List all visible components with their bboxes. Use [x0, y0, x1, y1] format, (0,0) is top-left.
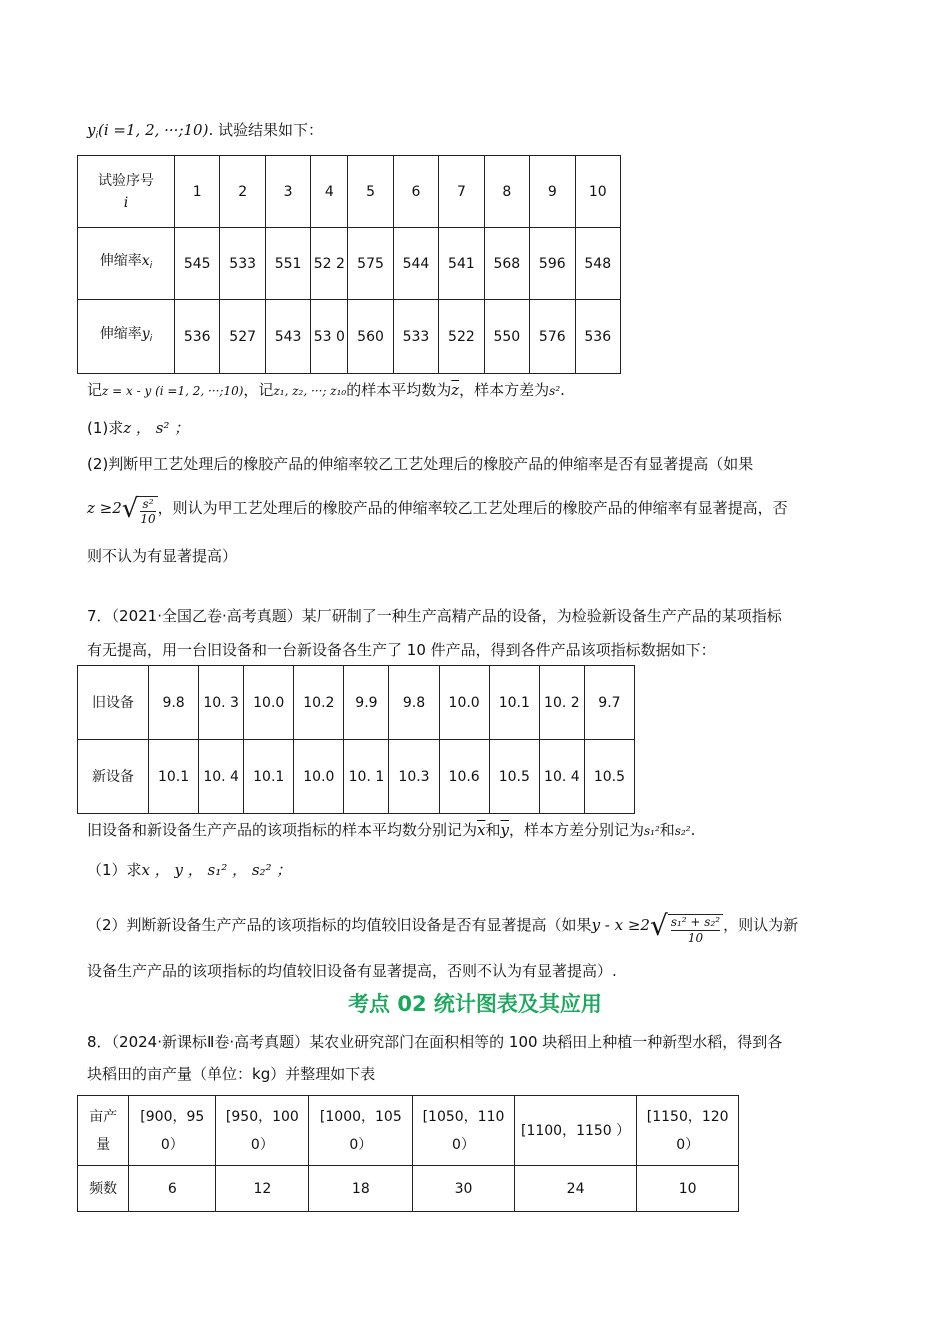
table-cell: 576: [530, 300, 575, 374]
row-label-cell: 旧设备: [78, 666, 149, 740]
table-cell: 10. 4: [199, 740, 244, 814]
p7-line2: 有无提高，用一台旧设备和一台新设备各生产了 10 件产品，得到各件产品该项指标数据如下：: [87, 641, 716, 659]
table-cell: 10. 4: [539, 740, 584, 814]
table-cell: 1: [175, 156, 220, 228]
table-cell: 550: [484, 300, 529, 374]
table-cell: 6: [393, 156, 438, 228]
table-cell: 5: [348, 156, 393, 228]
table-cell: 10.0: [294, 740, 344, 814]
section-title: 考点 02 统计图表及其应用: [348, 992, 602, 1016]
table-cell: 52 2: [311, 228, 348, 300]
p7-question-1: （1）求x ， y ， s₁² ， s₂² ；: [87, 861, 292, 879]
table-cell: 6: [129, 1166, 216, 1212]
table-cell: 9.9: [344, 666, 389, 740]
table-cell: 533: [393, 300, 438, 374]
table-cell: 568: [484, 228, 529, 300]
row-label-cell: 伸缩率$y_i$: [78, 300, 175, 374]
intro-text: . 试验结果如下：: [208, 121, 323, 139]
table-cell: 536: [575, 300, 621, 374]
table-row: [78, 1096, 739, 1166]
table-cell: 541: [439, 228, 484, 300]
table-cell: 10. 1: [344, 740, 389, 814]
table-cell: 522: [439, 300, 484, 374]
table-cell: 10.2: [294, 666, 344, 740]
table-cell: 30: [413, 1166, 515, 1212]
table-cell: 10: [575, 156, 621, 228]
table-cell: 2: [220, 156, 265, 228]
table-cell: [900，95 0）: [129, 1096, 216, 1166]
table-cell: 7: [439, 156, 484, 228]
intro-line: [87, 120, 323, 146]
table-row: [78, 156, 621, 228]
table-cell: [1100，1150 ）: [514, 1096, 637, 1166]
table-cell: 10: [637, 1166, 739, 1212]
p6-question-2-line1: (2)判断甲工艺处理后的橡胶产品的伸缩率较乙工艺处理后的橡胶产品的伸缩率是否有显著提高（如果: [87, 455, 754, 473]
table-cell: 53 0: [311, 300, 348, 374]
table-cell: 9.8: [389, 666, 439, 740]
table-row: [78, 666, 635, 740]
table-cell: 551: [265, 228, 310, 300]
p6-question-2-line2: z ≥2√ $\frac{\text{s²}}{10}$ ，则认为甲工艺处理后的橡胶产品的伸缩率较乙工艺处理后的橡胶产品的伸缩率有显著提高，否: [87, 494, 788, 526]
p7-question-2-line1: （2）判断新设备生产产品的该项指标的均值较旧设备是否有显著提高（如果y - x ≥2√ $\frac{\text{s₁² + s₂²}}{10}$ ，则认为新: [87, 909, 799, 945]
table-cell: [1150，120 0）: [637, 1096, 739, 1166]
table-cell: 18: [309, 1166, 413, 1212]
row-label-cell: 新设备: [78, 740, 149, 814]
table-cell: 10.1: [244, 740, 294, 814]
table-cell: 10.1: [489, 666, 539, 740]
table-cell: 10.0: [244, 666, 294, 740]
p7-after-table: 旧设备和新设备生产产品的该项指标的样本平均数分别记为$\overline{x}$和$\overline{y}$，样本方差分别记为s₁²和s₂².: [87, 821, 696, 839]
var-sub: i: [95, 131, 98, 141]
table-row: [78, 1166, 739, 1212]
table-cell: 575: [348, 228, 393, 300]
table-cell: 10.3: [389, 740, 439, 814]
table-cell: 544: [393, 228, 438, 300]
table-cell: 10.1: [149, 740, 199, 814]
table-cell: 536: [175, 300, 220, 374]
table-cell: 543: [265, 300, 310, 374]
table-cell: 24: [514, 1166, 637, 1212]
p6-question-2-line3: 则不认为有显著提高）: [87, 547, 238, 565]
table-cell: 8: [484, 156, 529, 228]
index-range: (i =1, 2, ···;10): [98, 121, 209, 139]
table-cell: 9: [530, 156, 575, 228]
table-row: [78, 300, 621, 374]
p8-line2: 块稻田的亩产量（单位：kg）并整理如下表: [87, 1065, 376, 1083]
table-cell: 527: [220, 300, 265, 374]
table-cell: 10.6: [439, 740, 489, 814]
table-cell: 548: [575, 228, 621, 300]
yield-table: [77, 1095, 739, 1212]
table-cell: 10. 3: [199, 666, 244, 740]
table-cell: 560: [348, 300, 393, 374]
table-cell: 9.7: [584, 666, 634, 740]
table-row: [78, 228, 621, 300]
table-cell: 596: [530, 228, 575, 300]
device-table: [77, 665, 635, 814]
table-row: [78, 740, 635, 814]
row-label-cell: 频数: [78, 1166, 129, 1212]
table-cell: [1000，105 0）: [309, 1096, 413, 1166]
table-cell: [1050，110 0）: [413, 1096, 515, 1166]
table-cell: 10.5: [584, 740, 634, 814]
p6-question-1: (1)求z ， s² ；: [87, 419, 190, 437]
table-cell: [950，100 0）: [216, 1096, 309, 1166]
p6-definition: 记z = x - y (i =1, 2, ···;10)，记z₁, z₂, ···; z₁₀的样本平均数为$\overline{z}$，样本方差为s².: [87, 381, 565, 399]
table-cell: 533: [220, 228, 265, 300]
table-cell: 3: [265, 156, 310, 228]
header-cell: 亩产 量: [78, 1096, 129, 1166]
var-y: y: [87, 121, 96, 139]
p8-line1: 8．（2024·新课标Ⅱ卷·高考真题）某农业研究部门在面积相等的 100 块稻田上种植一种新型水稻，得到各: [87, 1033, 783, 1051]
table-cell: 10.0: [439, 666, 489, 740]
table-cell: 10. 2: [539, 666, 584, 740]
p7-question-2-line2: 设备生产产品的该项指标的均值较旧设备有显著提高，否则不认为有显著提高）.: [87, 962, 617, 980]
table-cell: 4: [311, 156, 348, 228]
experiment-table: [77, 155, 621, 374]
table-cell: 9.8: [149, 666, 199, 740]
p7-line1: 7．（2021·全国乙卷·高考真题）某厂研制了一种生产高精产品的设备，为检验新设备生产产品的某项指标: [87, 607, 782, 625]
row-label-cell: 伸缩率$x_i$: [78, 228, 175, 300]
table-cell: 12: [216, 1166, 309, 1212]
table-cell: 10.5: [489, 740, 539, 814]
header-cell: 试验序号 i: [78, 156, 175, 228]
table-cell: 545: [175, 228, 220, 300]
